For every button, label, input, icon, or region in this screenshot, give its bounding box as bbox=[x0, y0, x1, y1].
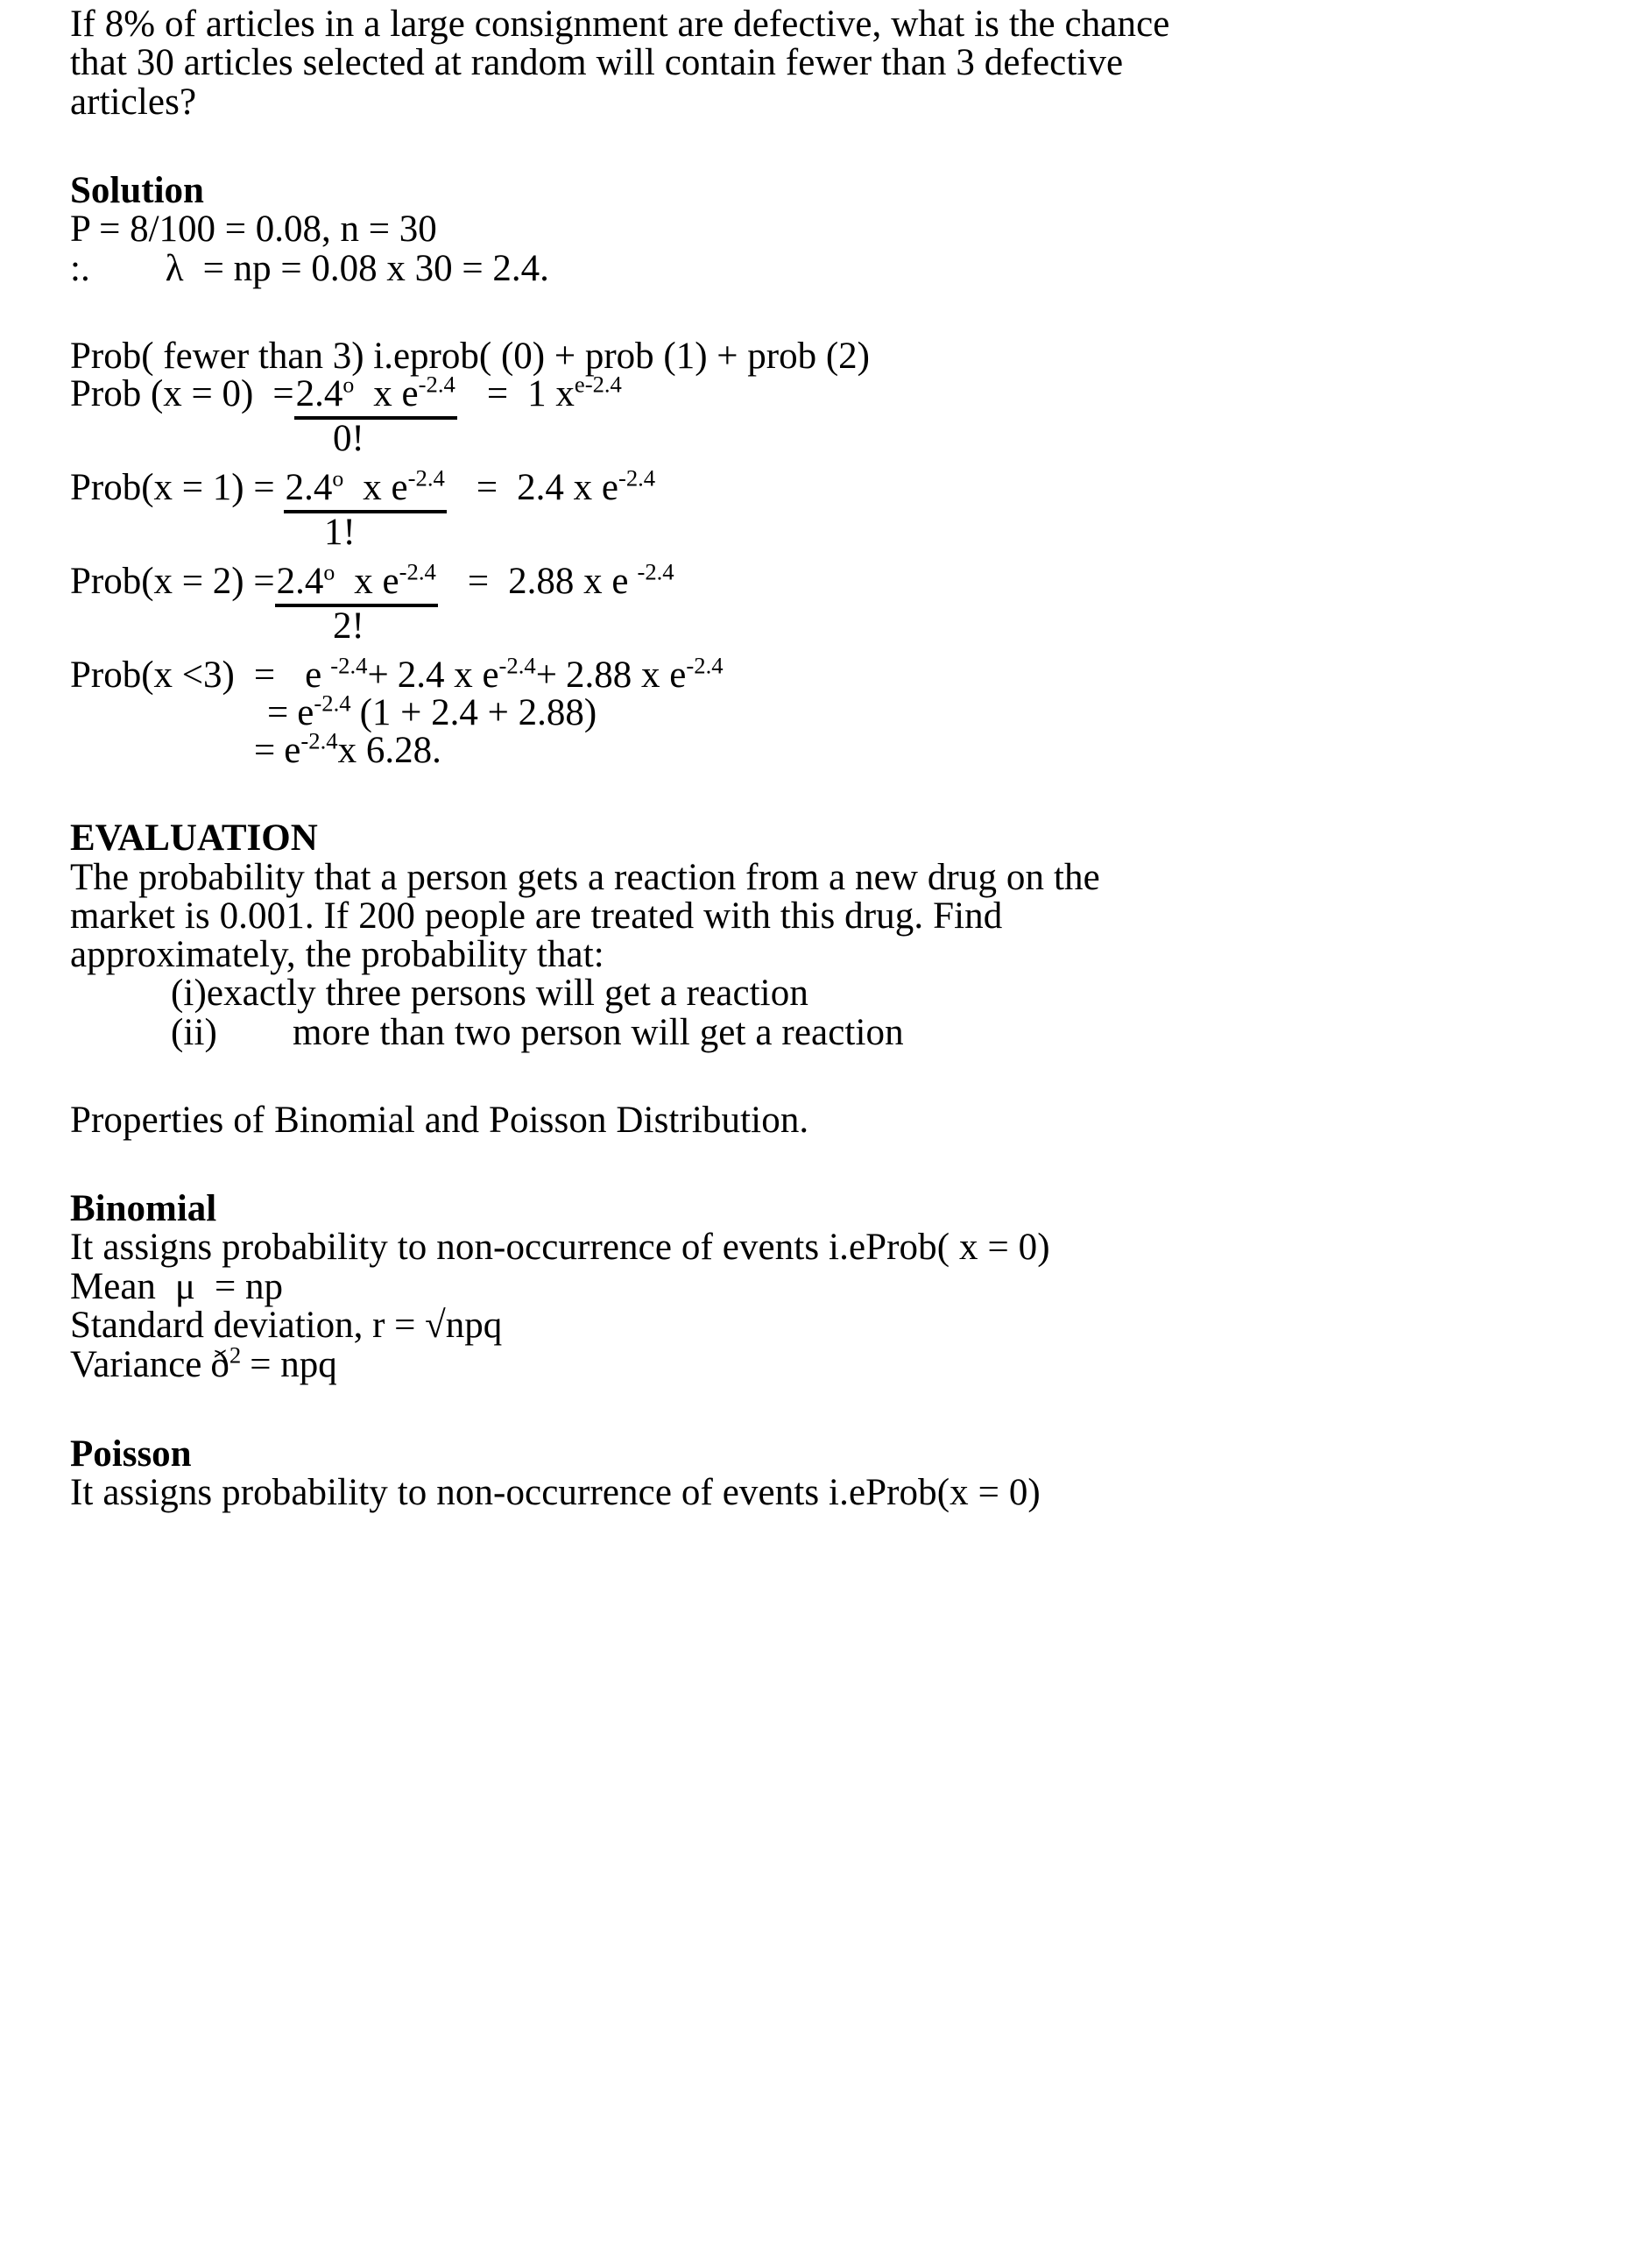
prob-lt3-label: Prob(x <3) bbox=[70, 655, 235, 697]
poisson-heading: Poisson bbox=[70, 1433, 192, 1475]
binomial-variance-line bbox=[70, 1341, 1652, 1386]
prob-x2-num-mid: x e bbox=[354, 561, 399, 603]
prob-x0-num-base: 2.4 bbox=[295, 373, 343, 415]
working-section bbox=[70, 336, 1652, 772]
step-factored-equals: = bbox=[267, 692, 289, 734]
prob-x0-denominator: 0! bbox=[333, 418, 364, 460]
prob-x1-numerator bbox=[284, 465, 447, 513]
lambda-expression: = np = 0.08 x 30 = 2.4. bbox=[202, 247, 549, 289]
evaluation-item-ii-text: more than two person will get a reaction bbox=[292, 1011, 904, 1053]
prob-x2-denominator: 2! bbox=[333, 605, 364, 647]
prob-x1-result-base: 2.4 x e bbox=[517, 467, 618, 509]
prob-x0-num-mid: x e bbox=[373, 373, 419, 415]
prob-x1-num-exp: -2.4 bbox=[407, 465, 445, 492]
spacer bbox=[70, 122, 1652, 171]
prob-lt3-term2-base: 2.4 x e bbox=[397, 655, 499, 697]
binomial-sd-line: Standard deviation, r = √npq bbox=[70, 1305, 503, 1347]
prob-x1-num-base: 2.4 bbox=[285, 467, 333, 509]
prob-x1-num-mid: x e bbox=[363, 467, 408, 509]
mu-symbol: μ bbox=[174, 1265, 195, 1307]
spacer bbox=[70, 1385, 1652, 1434]
binomial-line-1: It assigns probability to non-occurrence of events i.eProb( x = 0) bbox=[70, 1227, 1050, 1269]
question-line-3: articles? bbox=[70, 81, 197, 123]
step-final-exp: -2.4 bbox=[300, 728, 338, 755]
prob-fewer-than-3-line: Prob( fewer than 3) i.eprob( (0) + prob (1) + prob (2) bbox=[70, 336, 870, 378]
step-final-line bbox=[70, 728, 1652, 772]
prob-x2-num-sup: o bbox=[323, 560, 335, 586]
evaluation-line-3: approximately, the probability that: bbox=[70, 934, 604, 976]
prob-x0-num-exp: -2.4 bbox=[418, 371, 455, 399]
step-factored-rest: (1 + 2.4 + 2.88) bbox=[359, 692, 597, 734]
prob-x1-label: Prob(x = 1) = bbox=[70, 467, 275, 509]
lambda-symbol: λ bbox=[165, 247, 184, 289]
evaluation-heading: EVALUATION bbox=[70, 817, 318, 860]
evaluation-section bbox=[70, 818, 1652, 1052]
binomial-mean-label: Mean bbox=[70, 1265, 156, 1307]
properties-section bbox=[70, 1101, 1652, 1512]
prob-x2-line bbox=[70, 559, 1652, 607]
prob-lt3-term1-base: e bbox=[305, 655, 322, 697]
evaluation-line-1: The probability that a person gets a reaction from a new drug on the bbox=[70, 856, 1100, 898]
spacer bbox=[70, 1140, 1652, 1189]
prob-x2-num-exp: -2.4 bbox=[399, 559, 436, 586]
prob-x2-label: Prob(x = 2) = bbox=[70, 561, 275, 603]
question-line-1: If 8% of articles in a large consignment are defective, what is the chance bbox=[70, 4, 1170, 45]
prob-x1-denominator-row bbox=[70, 513, 1652, 563]
binomial-block bbox=[70, 1189, 1652, 1385]
binomial-variance-label: Variance bbox=[70, 1344, 202, 1386]
prob-x2-num-base: 2.4 bbox=[276, 561, 324, 603]
prob-x1-equals-2: = bbox=[476, 467, 498, 509]
therefore-symbol: :. bbox=[70, 247, 90, 289]
question-paragraph bbox=[70, 5, 1652, 122]
prob-x2-denominator-row bbox=[70, 607, 1652, 656]
solution-lambda-line bbox=[70, 247, 1652, 289]
prob-x1-result-exp: -2.4 bbox=[618, 465, 656, 492]
solution-p-line: P = 8/100 = 0.08, n = 30 bbox=[70, 208, 437, 250]
prob-x0-num-sup: o bbox=[342, 372, 355, 399]
binomial-mean-line bbox=[70, 1265, 1652, 1307]
prob-lt3-term2-exp: -2.4 bbox=[498, 653, 536, 680]
evaluation-line-2: market is 0.001. If 200 people are treated with this drug. Find bbox=[70, 895, 1003, 937]
prob-x0-result-base: 1 x bbox=[527, 373, 575, 415]
prob-lt3-term1-exp: -2.4 bbox=[330, 653, 368, 680]
step-final-base: e bbox=[284, 730, 301, 772]
spacer bbox=[70, 1052, 1652, 1101]
eth-symbol: ð bbox=[210, 1344, 229, 1386]
prob-x0-label: Prob (x = 0) bbox=[70, 373, 254, 415]
step-factored-base: e bbox=[297, 692, 314, 734]
prob-x1-denominator: 1! bbox=[324, 512, 356, 554]
evaluation-item-ii-label: (ii) bbox=[171, 1011, 217, 1053]
prob-x0-line bbox=[70, 371, 1652, 420]
prob-lt3-equals: = bbox=[253, 655, 276, 697]
prob-x2-numerator bbox=[275, 559, 438, 607]
prob-x0-result-exp: e-2.4 bbox=[574, 371, 622, 399]
evaluation-item-ii bbox=[70, 1011, 1652, 1053]
poisson-block bbox=[70, 1434, 1652, 1512]
properties-intro: Properties of Binomial and Poisson Distribution. bbox=[70, 1099, 809, 1141]
prob-x0-equals: = bbox=[272, 373, 294, 415]
prob-lt3-plus-2: + bbox=[535, 655, 558, 697]
prob-less-than-3-line bbox=[70, 653, 1652, 697]
prob-x0-numerator bbox=[294, 371, 457, 420]
prob-x2-result-exp: -2.4 bbox=[637, 559, 674, 586]
document-content bbox=[70, 5, 1652, 1512]
binomial-variance-value: = npq bbox=[250, 1344, 337, 1386]
poisson-line-1: It assigns probability to non-occurrence of events i.eProb(x = 0) bbox=[70, 1471, 1041, 1513]
step-factored-exp: -2.4 bbox=[314, 690, 351, 718]
step-factored-line bbox=[70, 690, 1652, 734]
prob-lt3-term3-exp: -2.4 bbox=[686, 653, 724, 680]
prob-lt3-term3-base: 2.88 x e bbox=[566, 655, 687, 697]
step-final-equals: = bbox=[254, 730, 276, 772]
spacer bbox=[70, 769, 1652, 818]
binomial-heading: Binomial bbox=[70, 1188, 217, 1230]
solution-heading: Solution bbox=[70, 169, 204, 211]
question-line-2: that 30 articles selected at random will contain fewer than 3 defective bbox=[70, 42, 1124, 84]
prob-x2-equals-2: = bbox=[467, 561, 490, 603]
solution-section bbox=[70, 171, 1652, 289]
prob-x0-denominator-row bbox=[70, 420, 1652, 469]
binomial-variance-sup: 2 bbox=[229, 1341, 242, 1369]
prob-x2-result-base: 2.88 x e bbox=[508, 561, 629, 603]
prob-x1-line bbox=[70, 465, 1652, 513]
step-final-rest: x 6.28. bbox=[337, 730, 441, 772]
prob-x1-num-sup: o bbox=[332, 466, 344, 492]
spacer bbox=[70, 288, 1652, 337]
prob-lt3-plus-1: + bbox=[367, 655, 389, 697]
binomial-mean-value: = np bbox=[214, 1265, 283, 1307]
evaluation-item-i: (i)exactly three persons will get a reaction bbox=[171, 973, 808, 1015]
prob-x0-equals-2: = bbox=[486, 373, 509, 415]
